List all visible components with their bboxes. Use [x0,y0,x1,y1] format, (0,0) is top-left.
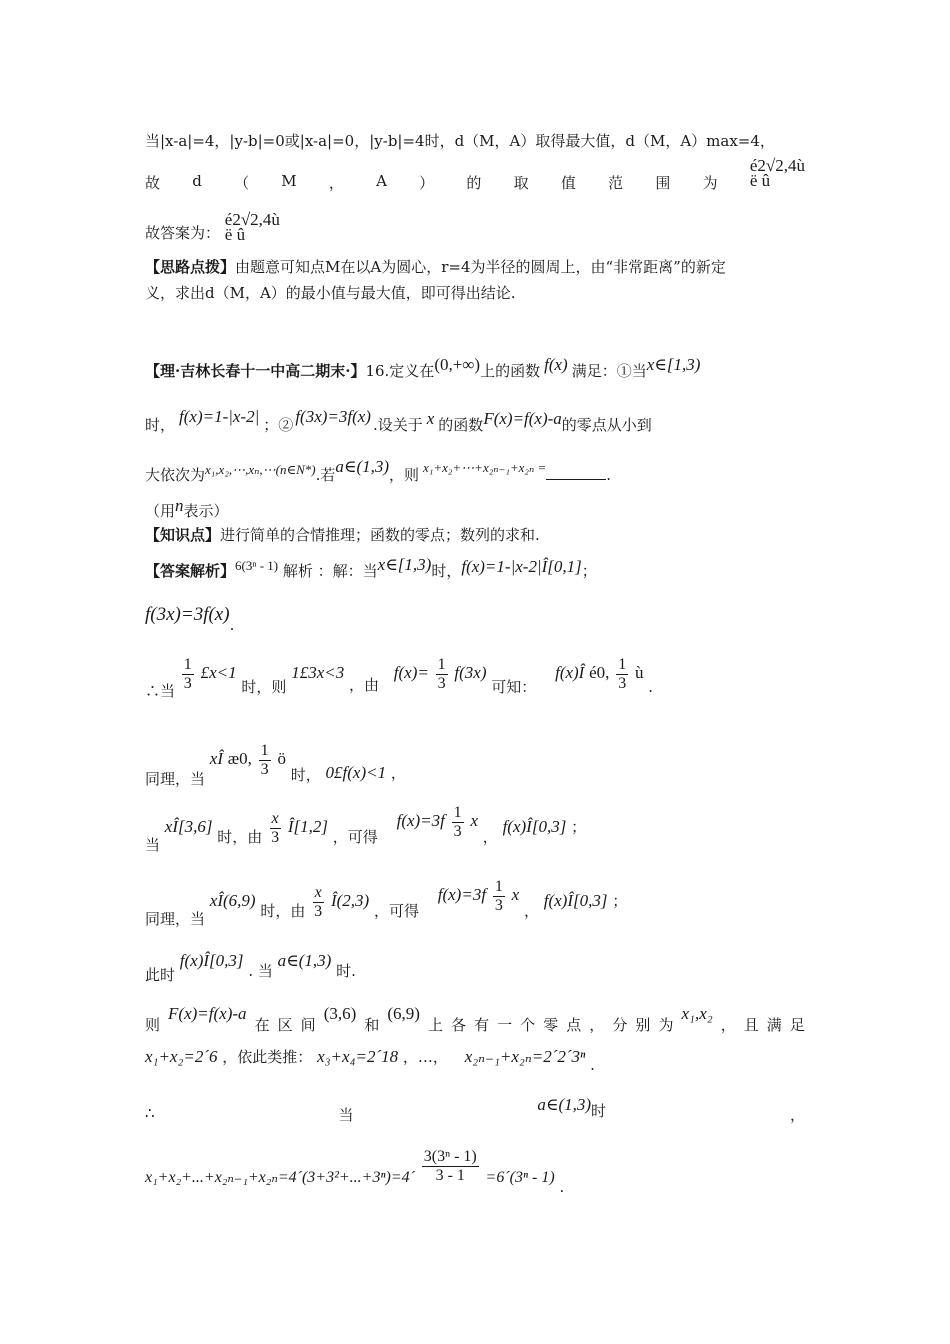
knowledge-line: 【知识点】进行简单的合情推理；函数的零点；数列的求和. [145,526,540,544]
fraction: $\frac{1}{3}$ [183,656,192,692]
fraction: $\frac{1}{3}$ [453,804,462,840]
text-line-justified [145,156,805,203]
char: 围 [655,174,671,192]
solution-line: 此时 f(x)Î[0,3] . 当 a∈(1,3) 时. [145,951,356,984]
text: 故答案为： [145,224,221,242]
char: A [376,172,387,190]
hint-line: 义，求出d（M，A）的最小值与最大值，即可得出结论. [145,284,516,302]
answer-blank[interactable] [546,479,606,480]
char: d [192,172,202,190]
problem-line: 时， f(x)=1-|x-2| ；② f(3x)=3f(x) .设关于 x 的函数F(x)=f(x)-a的零点从小到 [145,407,652,434]
fraction: $\frac{1}{3}$ [494,878,503,914]
solution-line-justified: 则 F(x)=f(x)-a 在 区 间 (3,6) 和 (6,9) 上 各 有 一 个 零 点 ， 分 别 为 x₁,x₂ ， 且 满 足 [145,1004,805,1034]
fraction: $\frac{x}{3}$ [314,884,323,920]
char: 范 [608,174,624,192]
text: 当|x-a|=4，|y-b|=0或|x-a|=0，|y-b|=4时，d（M，A）取得最大值，d（M，A）max=4， [145,132,775,150]
fraction: $\frac{1}{3}$ [260,742,269,778]
char: 故 [145,174,161,192]
solution-line: f(3x)=3f(x). [145,604,235,634]
solution-line: 当 xÎ[3,6] 时，由 $\frac{x}{3}$ Î[1,2] ，可得 f(x)=3f $\frac{1}{3}$ x ， f(x)Î[0,3] ； [145,804,587,855]
solution-line: 同理，当 xÎ(6,9) 时，由 $\frac{x}{3}$ Î(2,3) ，可得 f(x)=3f $\frac{1}{3}$ x ， f(x)Î[0,3] ； [145,878,628,929]
solution-tag: 【答案解析】 [145,562,236,580]
char: ） [419,174,435,192]
problem-tag: 【理·吉林长春十一中高二期末·】 [145,362,366,380]
hint-tag: 【思路点拨】 [145,258,236,276]
fraction: $\frac{x}{3}$ [271,810,280,846]
text-line [145,130,775,151]
char: 的 [466,174,482,192]
knowledge-tag: 【知识点】 [145,526,221,544]
math-interval: é2√2,4ù ë û [749,156,805,191]
fraction: $\frac{1}{3}$ [618,656,627,692]
solution-line-justified: ∴ 当 a∈(1,3)时 ， [145,1095,805,1124]
char: 取 [513,174,529,192]
solution-line: 同理，当 xÎ æ0, $\frac{1}{3}$ ö 时， 0£f(x)<1 ， [145,742,406,789]
char: M [281,172,297,190]
solution-line: 【答案解析】6(3ⁿ - 1) 解析 ：解：当x∈[1,3)时，f(x)=1-|x-2|Î[0,1]； [145,555,597,580]
solution-line: ∴当 $\frac{1}{3}$ £x<1 时，则 1£3x<3 ，由 f(x)= $\frac{1}{3}$ f(3x) 可知： f(x)Î é0, $\frac{1}{3}$ ù . [145,656,654,701]
math-interval: é2√2,4ù ë û [224,210,280,245]
problem-line: （用n表示） [145,496,229,520]
char: 值 [560,174,576,192]
char: （ [234,174,250,192]
fraction: $\frac{\text{3(3ⁿ - 1)}}{3 - 1}$ [423,1148,477,1184]
answer-line [145,212,280,243]
problem-line: 大依次为x₁,x₂,⋯,xₙ,⋯(n∈N*).若a∈(1,3)，则 x₁+x₂+⋯+x₂ₙ₋₁+x₂ₙ = . [145,457,612,484]
hint-line: 【思路点拨】由题意可知点M在以A为圆心，r=4为半径的圆周上，由“非常距离”的新定 [145,258,726,276]
solution-line: x₁+x₂+...+x₂ₙ₋₁+x₂ₙ=4´(3+3²+...+3ⁿ)=4´ $\frac{\text{3(3ⁿ - 1)}}{3 - 1}$ =6´(3ⁿ - 1) . [145,1148,565,1197]
fraction: $\frac{1}{3}$ [437,656,446,692]
solution-line: x₁+x₂=2´6 ，依此类推： x₃+x₄=2´18 ，…， x₂ₙ₋₁+x₂ₙ=2´2´3ⁿ . [145,1047,595,1074]
char: 为 [702,174,718,192]
problem-line: 【理·吉林长春十一中高二期末·】16.定义在(0,+∞)上的函数 f(x) 满足：①当x∈[1,3) [145,355,701,380]
char: ， [328,174,344,192]
